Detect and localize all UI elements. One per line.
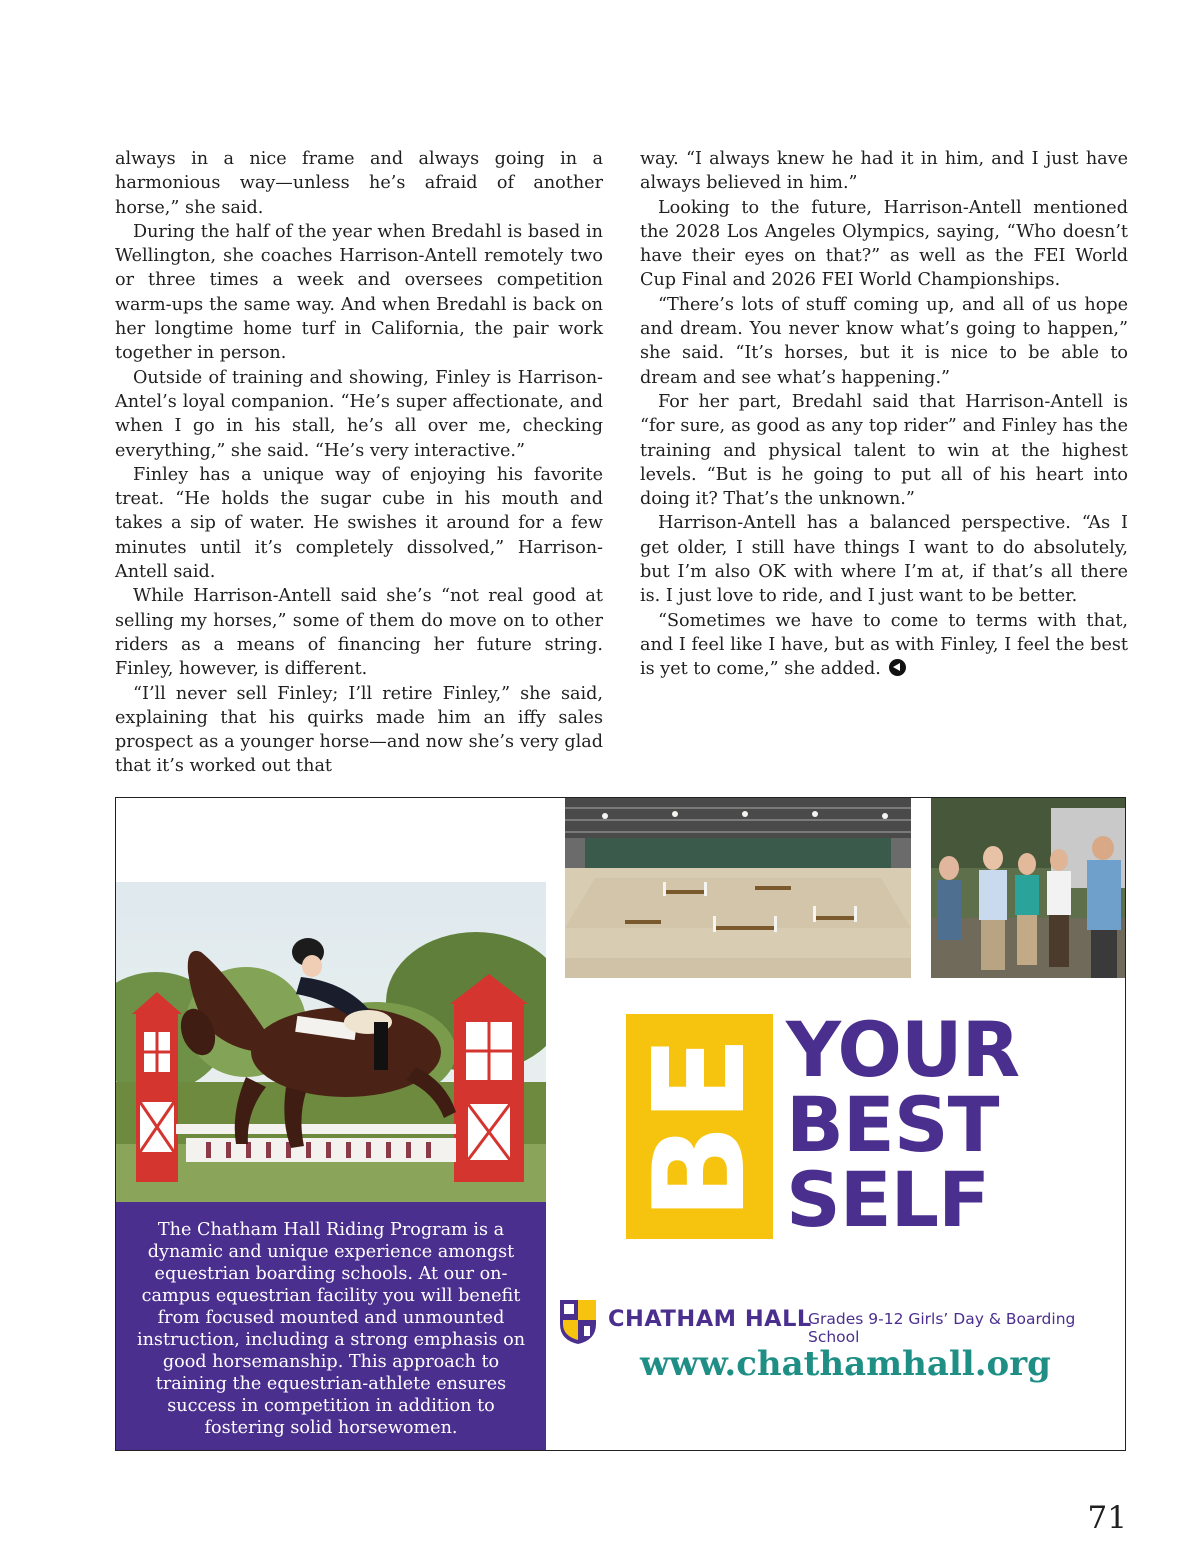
slogan-line: BEST — [786, 1080, 999, 1169]
article-paragraph: Looking to the future, Harrison-Antell mentioned the 2028 Los Angeles Olympics, saying, “Who doesn’t have their eyes on that?” as well as the FEI World Cup Final and 2026 FEI World Championships. — [640, 197, 1128, 291]
article-paragraph: While Harrison-Antell said she’s “not real good at selling my horses,” some of them do move on to other riders as a means of financing her future string. Finley, however, is different. — [115, 586, 603, 680]
school-website-link[interactable]: www.chathamhall.org — [640, 1344, 1051, 1384]
students-group-photo — [931, 798, 1126, 978]
article-paragraph: During the half of the year when Bredahl is based in Wellington, she coaches Harrison-Antell remotely two or three times a week and oversees competition warm-ups the same way. And when Bredahl is back on her longtime home turf in California, the pair work together in person. — [115, 221, 603, 364]
article-paragraph: Finley has a unique way of enjoying his favorite treat. “He holds the sugar cube in his mouth and takes a sip of water. He swishes it around for a few minutes until it’s completely dissolved,” Harrison-Antell said. — [115, 464, 603, 583]
school-name: CHATHAM HALL — [608, 1306, 812, 1332]
article-paragraph: Harrison-Antell has a balanced perspective. “As I get older, I still have things I want to do absolutely, but I’m also OK with where I’m at, if that’s all there is. I just love to ride, and I just want to be better. — [640, 513, 1128, 607]
horse-jumping-photo — [116, 882, 546, 1202]
indoor-arena-photo — [565, 798, 911, 978]
be-logo-text: BE — [625, 1033, 773, 1220]
article-paragraph: way. “I always knew he had it in him, and I just have always believed in him.” — [640, 149, 1128, 194]
be-logo-box — [626, 1014, 773, 1239]
article-column-left — [115, 147, 603, 779]
article-paragraph-text: “Sometimes we have to come to terms with that, and I feel like I have, but as with Finley, I feel the best is yet to come,” she added. — [640, 610, 1128, 680]
ad-copy-text: The Chatham Hall Riding Program is a dynamic and unique experience amongst equestrian boarding schools. At our on-campus equestrian facility you will benefit from focused mounted and unmounted instruction, including a strong emphasis on good horsemanship. This approach to training the equestrian-athlete ensures success in competition in addition to fostering solid horsewomen. — [136, 1220, 526, 1438]
article-column-right — [640, 147, 1128, 682]
school-tagline: Grades 9-12 Girls’ Day & Boarding School — [808, 1310, 1076, 1346]
slogan-line: SELF — [786, 1155, 989, 1244]
chatham-hall-advertisement[interactable] — [115, 797, 1126, 1451]
article-paragraph: always in a nice frame and always going in a harmonious way—unless he’s afraid of another horse,” she said. — [115, 149, 603, 218]
ad-copy-block — [116, 1202, 546, 1451]
article-paragraph: “I’ll never sell Finley; I’ll retire Finley,” she said, explaining that his quirks made him an iffy sales prospect as a younger horse—and now she’s very glad that it’s worked out that — [115, 683, 603, 777]
end-of-article-arrow-icon — [889, 659, 906, 676]
article-paragraph: Outside of training and showing, Finley is Harrison-Antel’s loyal companion. “He’s super affectionate, and when I go in his stall, he’s all over me, checking everything,” she said. “He’s very interactive.” — [115, 367, 603, 461]
chatham-hall-crest-icon — [558, 1298, 598, 1346]
page-number: 71 — [1087, 1500, 1127, 1536]
article-paragraph: For her part, Bredahl said that Harrison-Antell is “for sure, as good as any top rider” and Finley has the training and physical talent to win at the highest levels. “But is he going to put all of his heart into doing it? That’s the unknown.” — [640, 391, 1128, 510]
article-paragraph-last — [640, 609, 1128, 682]
article-paragraph: “There’s lots of stuff coming up, and all of us hope and dream. You never know what’s going to happen,” she said. “It’s horses, but it is nice to be able to dream and see what’s happening.” — [640, 294, 1128, 388]
slogan-line: YOUR — [786, 1005, 1020, 1094]
